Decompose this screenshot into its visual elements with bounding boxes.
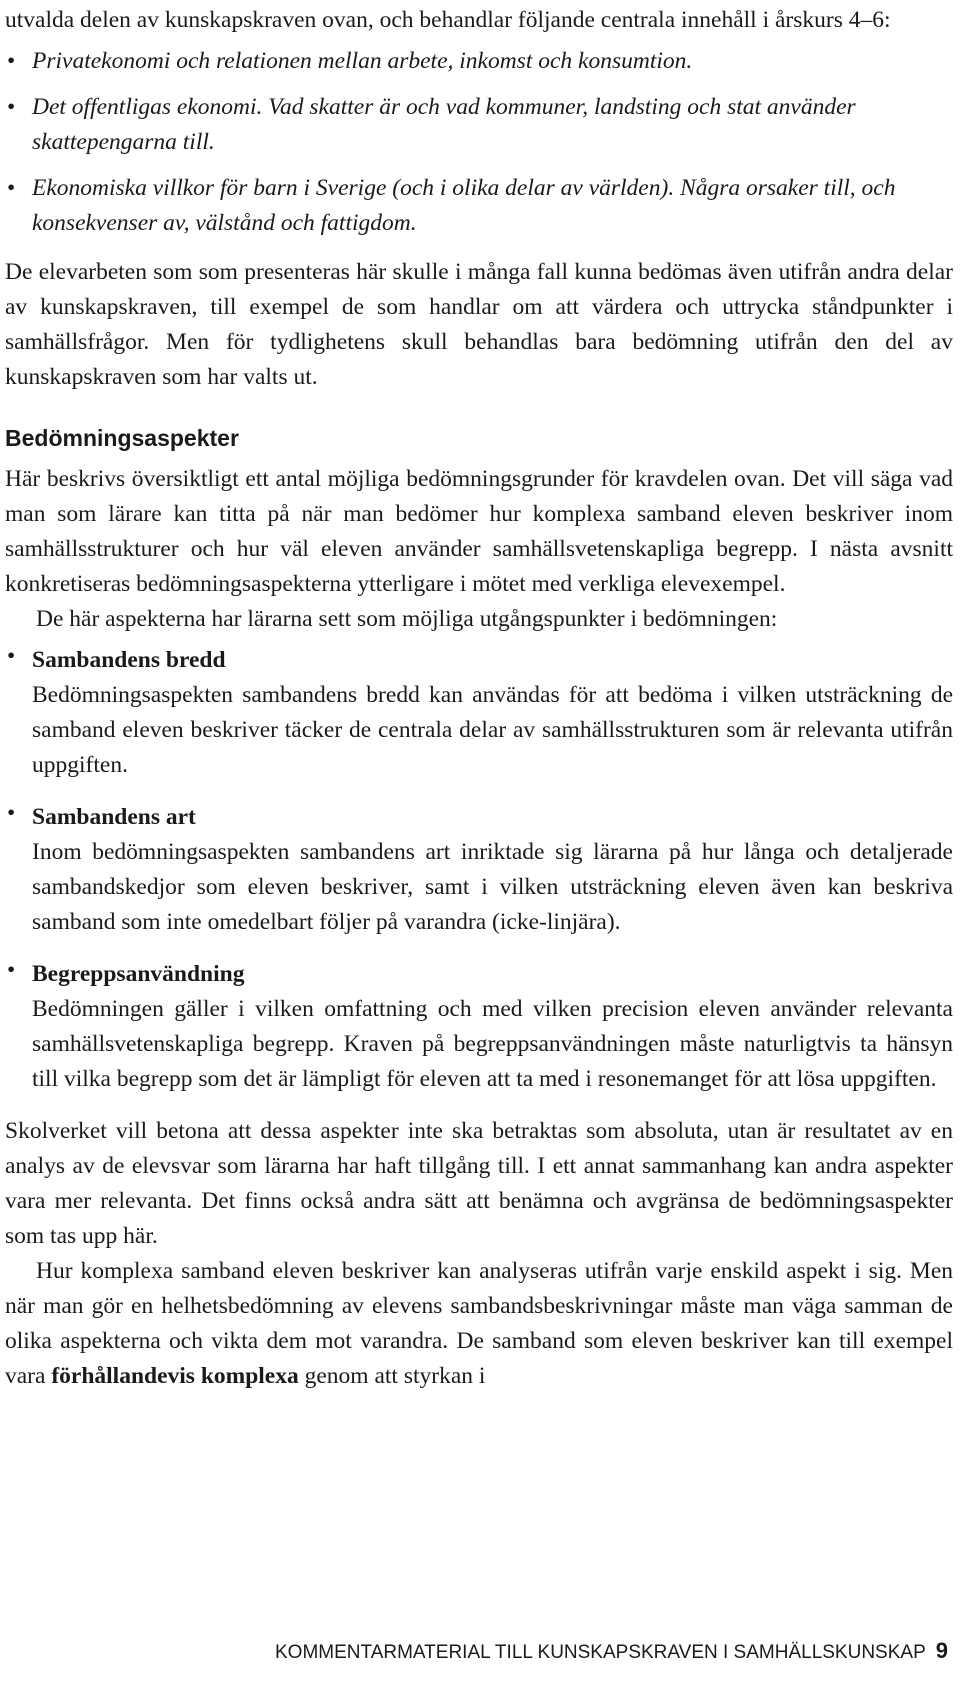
running-title: KOMMENTARMATERIAL TILL KUNSKAPSKRAVEN I SAMHÄLLSKUNSKAP <box>275 1642 926 1663</box>
aspect-title: Begreppsanvändning <box>32 961 245 987</box>
closing-text-end: genom att styrkan i <box>298 1363 486 1389</box>
list-item-text: Ekonomiska villkor för barn i Sverige (och i olika delar av världen). Några orsaker till, och konsekvenser av, välstånd och fattigdom. <box>32 175 896 236</box>
document-page <box>5 0 953 1394</box>
bullet-icon: • <box>7 800 16 826</box>
closing-paragraph-2 <box>5 1254 953 1394</box>
aspect-title: Sambandens art <box>32 804 196 830</box>
aspect-item <box>5 957 953 1097</box>
aspect-description: Bedömningsaspekten sambandens bredd kan användas för att bedöma i vilken utsträckning de samband eleven beskriver täcker de centrala delar av samhällsstrukturen som är relevanta utifrån uppgiften. <box>32 682 953 778</box>
section-paragraph: Här beskrivs översiktligt ett antal möjliga bedömningsgrunder för kravdelen ovan. Det vill säga vad man som lärare kan titta på när man bedömer hur komplexa samband eleven beskriver inom samhällsstrukturer och hur väl eleven använder samhällsvetenskapliga begrepp. I nästa avsnitt konkretiseras bedömningsaspekterna ytterligare i mötet med verkliga elevexempel. <box>5 466 953 597</box>
central-content-list <box>5 44 953 241</box>
aspect-item <box>5 800 953 940</box>
aspect-title: Sambandens bredd <box>32 647 226 673</box>
list-item <box>5 44 953 79</box>
closing-text-start: Hur komplexa samband eleven beskriver kan analyseras utifrån varje enskild aspekt i sig. Men när man gör en helhetsbedömning av elevens sambandsbeskrivningar måste man väga samman de olika aspekterna och vikta dem mot varandra. De samband som eleven beskriver kan till exempel vara <box>5 1258 953 1389</box>
bullet-icon: • <box>7 175 16 201</box>
aspect-description: Inom bedömningsaspekten sambandens art inriktade sig lärarna på hur långa och detaljerade sambandskedjor som eleven beskriver, samt i vilken utsträckning eleven även kan beskriva samband som inte omedelbart följer på varandra (icke-linjära). <box>32 839 953 935</box>
bullet-icon: • <box>7 94 16 120</box>
list-item <box>5 171 953 241</box>
intro-paragraph: utvalda delen av kunskapskraven ovan, och behandlar följande centrala innehåll i årskurs 4–6: <box>5 7 891 33</box>
section-heading: Bedömningsaspekter <box>5 425 239 451</box>
page-footer <box>0 1638 960 1664</box>
aspect-item <box>5 643 953 783</box>
list-item-text: Privatekonomi och relationen mellan arbete, inkomst och konsumtion. <box>32 48 693 74</box>
list-item <box>5 90 953 160</box>
aspects-list <box>5 643 953 1097</box>
page-number: 9 <box>935 1638 948 1663</box>
closing-paragraph: Skolverket vill betona att dessa aspekter inte ska betraktas som absoluta, utan är resultatet av en analys av de elevsvar som lärarna har haft tillgång till. I ett annat sammanhang kan andra aspekter vara mer relevanta. Det finns också andra sätt att benämna och avgränsa de bedömningsaspekter som tas upp här. <box>5 1118 953 1249</box>
elevarbeten-paragraph: De elevarbeten som som presenteras här skulle i många fall kunna bedömas även utifrån andra delar av kunskapskraven, till exempel de som handlar om att värdera och uttrycka ståndpunkter i samhällsfrågor. Men för tydlighetens skull behandlas bara bedömning utifrån den del av kunskapskraven som har valts ut. <box>5 259 953 390</box>
bullet-icon: • <box>7 48 16 74</box>
bullet-icon: • <box>7 643 16 669</box>
closing-text-emphasis: förhållandevis komplexa <box>51 1363 299 1389</box>
bullet-icon: • <box>7 957 16 983</box>
list-item-text: Det offentligas ekonomi. Vad skatter är och vad kommuner, landsting och stat använder skattepengarna till. <box>32 94 856 155</box>
aspect-description: Bedömningen gäller i vilken omfattning och med vilken precision eleven använder relevanta samhällsvetenskapliga begrepp. Kraven på begreppsanvändningen måste naturligtvis ta hänsyn till vilka begrepp som det är lämpligt för eleven att ta med i resonemanget för att lösa uppgiften. <box>32 996 953 1092</box>
section-lead-paragraph: De här aspekterna har lärarna sett som möjliga utgångspunkter i bedömningen: <box>36 606 778 632</box>
